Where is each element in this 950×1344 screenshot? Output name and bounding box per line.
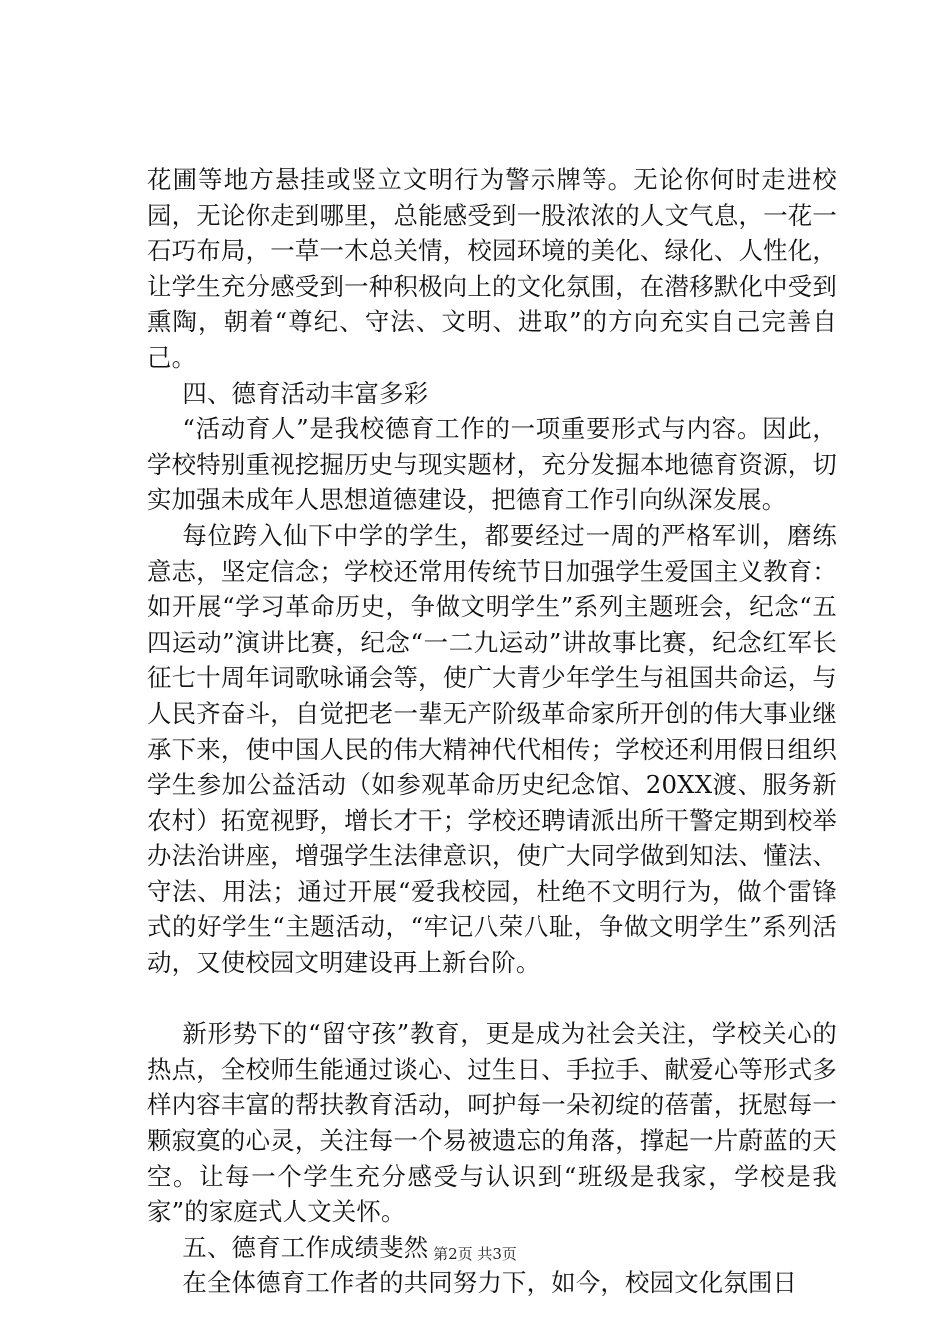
- page-footer: 第2页 共3页: [433, 1245, 517, 1263]
- paragraph-campus-environment: 花圃等地方悬挂或竖立文明行为警示牌等。无论你何时走进校园，无论你走到哪里，总能感受到一股浓浓的人文气息，一花一石巧布局，一草一木总关情，校园环境的美化、绿化、人性化，让学生充分感受到一种积极向上的文化氛围，在潜移默化中受到熏陶，朝着“尊纪、守法、文明、进取”的方向充实自己完善自己。: [147, 165, 837, 372]
- section-heading-5: 五、德育工作成绩斐然: [182, 1232, 429, 1262]
- paragraph-achievements: 在全体德育工作者的共同努力下，如今，校园文化氛围日: [182, 1268, 798, 1298]
- section-heading-4: 四、德育活动丰富多彩: [182, 378, 429, 408]
- paragraph-student-activities: 每位跨入仙下中学的学生，都要经过一周的严格军训，磨练意志，坚定信念；学校还常用传统节日加强学生爱国主义教育：如开展“学习革命历史，争做文明学生”系列主题班会，纪念“五四运动”演讲比赛，纪念“一二九运动”讲故事比赛，纪念红军长征七十周年词歌咏诵会等，使广大青少年学生与祖国共命运，与人民齐奋斗，自觉把老一辈无产阶级革命家所开创的伟大事业继承下来，使中国人民的伟大精神代代相传；学校还利用假日组织学生参加公益活动（如参观革命历史纪念馆、20XX渡、服务新农村）拓宽视野，增长才干；学校还聘请派出所干警定期到校举办法治讲座，增强学生法律意识，使广大同学做到知法、懂法、守法、用法；通过开展“爱我校园，杜绝不文明行为，做个雷锋式的好学生“主题活动，“牢记八荣八耻，争做文明学生”系列活动，又使校园文明建设再上新台阶。: [147, 520, 837, 978]
- paragraph-left-behind-children: 新形势下的“留守孩”教育，更是成为社会关注，学校关心的热点，全校师生能通过谈心、过生日、手拉手、献爱心等形式多样内容丰富的帮扶教育活动，呵护每一朵初绽的蓓蕾，抚慰每一颗寂寞的心灵，关注每一个易被遗忘的角落，撑起一片蔚蓝的天空。让每一个学生充分感受与认识到“班级是我家，学校是我家”的家庭式人文关怀。: [147, 1019, 837, 1227]
- document-body: [147, 162, 837, 1301]
- paragraph-spacer: [147, 981, 837, 1017]
- paragraph-activity-education: “活动育人”是我校德育工作的一项重要形式与内容。因此，学校特别重视挖掘历史与现实题材，充分发掘本地德育资源，切实加强未成年人思想道德建设，把德育工作引向纵深发展。: [147, 414, 837, 515]
